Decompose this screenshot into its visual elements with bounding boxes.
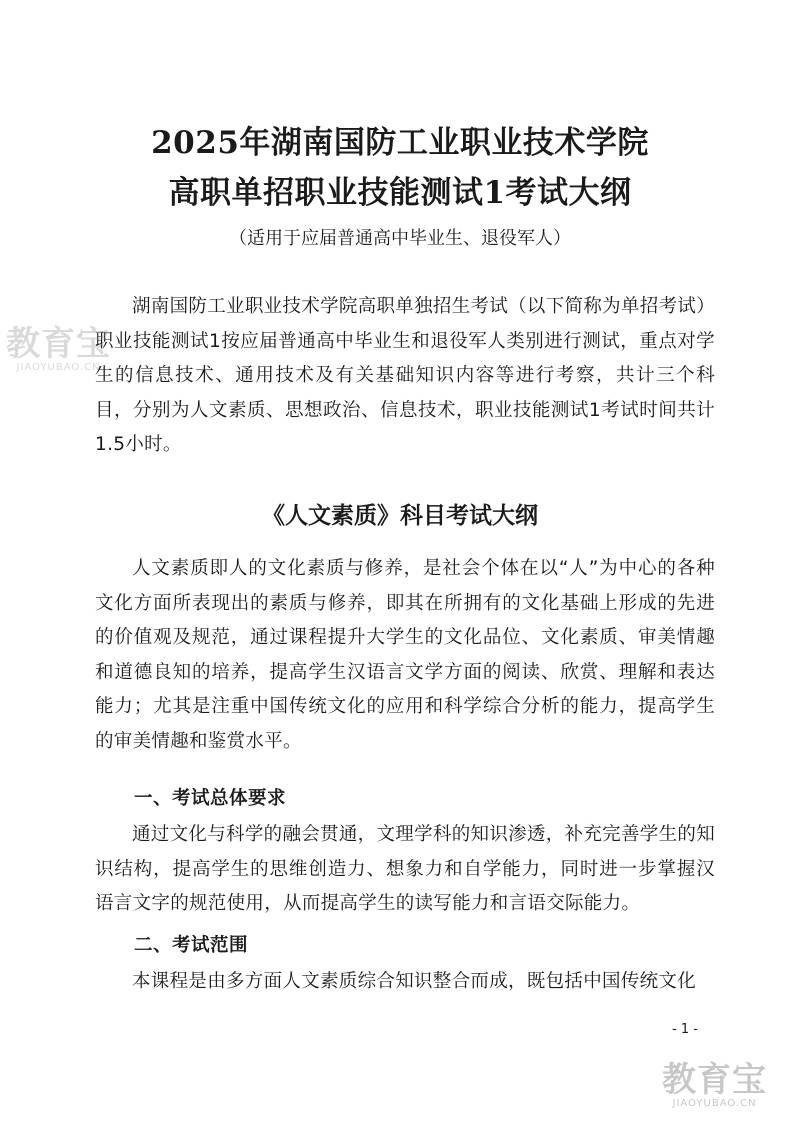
heading-exam-requirements: 一、考试总体要求 [134,788,287,809]
watermark-logo-text: 教育宝 [662,1060,767,1100]
exam-requirements-paragraph: 通过文化与科学的融会贯通，文理学科的知识渗透，补充完善学生的知识结构，提高学生的思维创造力、想象力和自学能力，同时进一步掌握汉语言文字的规范使用，从而提高学生的读写能力和言语交际能力。 [95,824,715,914]
document-title-line2: 高职单招职业技能测试1考试大纲 [168,175,632,211]
document-subtitle: （适用于应届普通高中毕业生、退役军人） [229,228,571,249]
section-title: 《人文素质》科目考试大纲 [262,502,538,529]
heading-exam-scope: 二、考试范围 [134,935,249,956]
watermark-logo-right [662,1062,767,1109]
watermark-url-text: JIAOYUBAO.CN [672,1098,757,1109]
watermark-url-text: JIAOYUBAO.CN [16,362,101,373]
watermark-logo-text: 教育宝 [6,324,111,364]
section-intro-paragraph: 人文素质即人的文化素质与修养，是社会个体在以“人”为中心的各种文化方面所表现出的素质与修养，即其在所拥有的文化基础上形成的先进的价值观及规范，通过课程提升大学生的文化品位、文化素质、审美情趣和道德良知的培养，提高学生汉语言文学方面的阅读、欣赏、理解和表达能力；尤其是注重中国传统文化的应用和科学综合分析的能力，提高学生的审美情趣和鉴赏水平。 [95,558,715,752]
intro-paragraph: 湖南国防工业职业技术学院高职单独招生考试（以下简称为单招考试）职业技能测试1按应届普通高中毕业生和退役军人类别进行测试，重点对学生的信息技术、通用技术及有关基础知识内容等进行考察，共计三个科目，分别为人文素质、思想政治、信息技术，职业技能测试1考试时间共计1.5小时。 [95,296,715,455]
page-number: - 1 - [672,1022,698,1037]
document-title-line1: 2025年湖南国防工业职业技术学院 [151,125,649,161]
exam-scope-paragraph: 本课程是由多方面人文素质综合知识整合而成，既包括中国传统文化 [132,971,697,992]
